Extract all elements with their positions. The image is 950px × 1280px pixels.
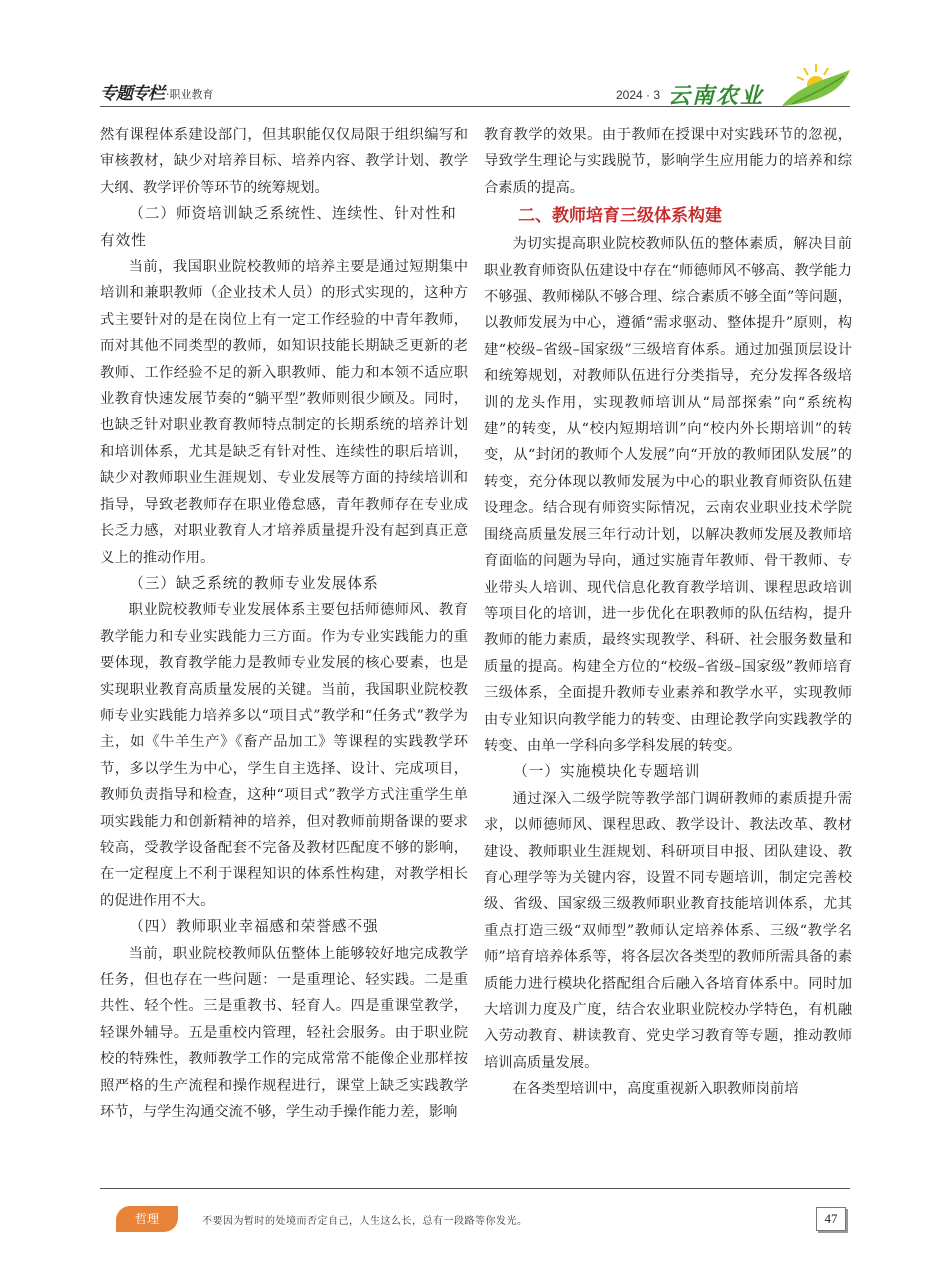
footer-quote: 不要因为暂时的处境而否定自己，人生这么长，总有一段路等你发光。 (202, 1216, 528, 1227)
paragraph: 在各类型培训中，高度重视新入职教师岗前培 (512, 1081, 799, 1098)
subheading: （一）实施模块化专题培训 (513, 763, 701, 781)
left-column (100, 122, 468, 1172)
subheading: （三）缺乏系统的教师专业发展体系 (129, 574, 379, 592)
section-title: 专题专栏 (100, 84, 164, 104)
paragraph: 当前，我国职业院校教师的培养主要是通过短期集中培训和兼职教师（企业技术人员）的形式实现的，这种方式主要针对的是在岗位上有一定工作经验的中青年教师，而对其他不同类型的教师，如知识技能长期缺乏更新的老教师、工作经验不足的新入职教师、能力和本领不适应职业教育快速发展节奏的“躺平型”教师则很少顾及。同时，也缺乏针对职业教育教师特点制定的长期系统的培养计划和培训体系，尤其是缺乏有针对性、连续性的职后培训，缺少对教师职业生涯规划、专业发展等方面的持续培训和指导，导致老教师存在职业倦怠感，青年教师存在专业成长乏力感，对职业教育人才培养质量提升没有起到真正意义上的推动作用。 (100, 259, 468, 566)
right-column (484, 122, 852, 1172)
section-heading: 二、教师培育三级体系构建 (518, 206, 722, 227)
header-divider (100, 106, 850, 107)
page-header (100, 76, 850, 108)
paragraph: 职业院校教师专业发展体系主要包括师德师风、教育教学能力和专业实践能力三方面。作为专业实践能力的重要体现，教育教学能力是教师专业发展的核心要素，也是实现职业教育高质量发展的关键。当前，我国职业院校教师专业实践能力培养多以“项目式”教学和“任务式”教学为主，如《牛羊生产》《畜产品加工》等课程的实践教学环节，多以学生为中心，学生自主选择、设计、完成项目，教师负责指导和检查，这种“项目式”教学方式注重学生单项实践能力和创新精神的培养，但对教师前期备课的要求较高，受教学设备配套不完备及教材匹配度不够的影响，在一定程度上不利于课程知识的体系性构建，对教学相长的促进作用不大。 (100, 602, 468, 909)
footer-divider (100, 1188, 850, 1189)
sun-leaf-icon (778, 60, 852, 108)
paragraph: 当前，职业院校教师队伍整体上能够较好地完成教学任务，但也存在一些问题：一是重理论、轻实践。二是重共性、轻个性。三是重教书、轻育人。四是重课堂教学，轻课外辅导。五是重校内管理，轻社会服务。由于职业院校的特殊性，教师教学工作的完成常常不能像企业那样按照严格的生产流程和操作规程进行，课堂上缺乏实践教学环节，与学生沟通交流不够，学生动手操作能力差，影响 (100, 945, 468, 1121)
page-number: 47 (816, 1207, 846, 1231)
section-tag (100, 80, 214, 104)
paragraph: 通过深入二级学院等教学部门调研教师的素质提升需求，以师德师风、课程思政、教学设计、教法改革、教材建设、教师职业生涯规划、科研项目申报、团队建设、教育心理学等为关键内容，设置不同专题培训，制定完善校级、省级、国家级三级教师职业教育技能培训体系，尤其重点打造三级“双师型”教师认定培养体系、三级“教学名师”培育培养体系等，将各层次各类型的教师所需具备的素质能力进行模块化搭配组合后融入各培育体系中。同时加大培训力度及广度，结合农业职业院校办学特色，有机融入劳动教育、耕读教育、党史学习教育等专题，推动教师培训高质量发展。 (484, 790, 852, 1071)
issue-number: 2024 · 3 (616, 88, 661, 102)
subheading: （二）师资培训缺乏系统性、连续性、针对性和有效性 (100, 205, 457, 249)
subheading: （四）教师职业幸福感和荣誉感不强 (129, 918, 379, 936)
paragraph: 为切实提高职业院校教师队伍的整体素质，解决目前职业教育师资队伍建设中存在“师德师风不够高、教学能力不够强、教师梯队不够合理、综合素质不够全面”等问题，以教师发展为中心，遵循“需求驱动、整体提升”原则，构建“校级–省级–国家级”三级培育体系。通过加强顶层设计和统筹规划，对教师队伍进行分类指导，充分发挥各级培训的龙头作用，实现教师培训从“局部探索”向“系统构建”的转变，从“校内短期培训”向“校内外长期培训”的转变，从“封闭的教师个人发展”向“开放的教师团队发展”的转变，充分体现以教师发展为中心的职业教育师资队伍建设理念。结合现有师资实际情况，云南农业职业技术学院围绕高质量发展三年行动计划，以解决教师发展及教师培育面临的问题为导向，通过实施青年教师、骨干教师、专业带头人培训、现代信息化教育教学培训、课程思政培训等项目化的培训，进一步优化在职教师的队伍结构，提升教师的能力素质，最终实现教学、科研、社会服务数量和质量的提高。构建全方位的“校级–省级–国家级”教师培育三级体系，全面提升教师专业素养和教学水平，实现教师由专业知识向教学能力的转变、由理论教学向实践教学的转变、由单一学科向多学科发展的转变。 (484, 236, 852, 754)
paragraph: 然有课程体系建设部门，但其职能仅仅局限于组织编写和审核教材，缺少对培养目标、培养内容、教学计划、教学大纲、教学评价等环节的统筹规划。 (100, 127, 468, 196)
paragraph: 教育教学的效果。由于教师在授课中对实践环节的忽视，导致学生理论与实践脱节，影响学生应用能力的培养和综合素质的提高。 (484, 127, 852, 196)
magazine-brand: 云南农业 (668, 83, 765, 109)
section-subtitle: ·职业教育 (166, 88, 214, 101)
footer-badge: 哲理 (116, 1206, 178, 1232)
page-footer (100, 1204, 850, 1234)
